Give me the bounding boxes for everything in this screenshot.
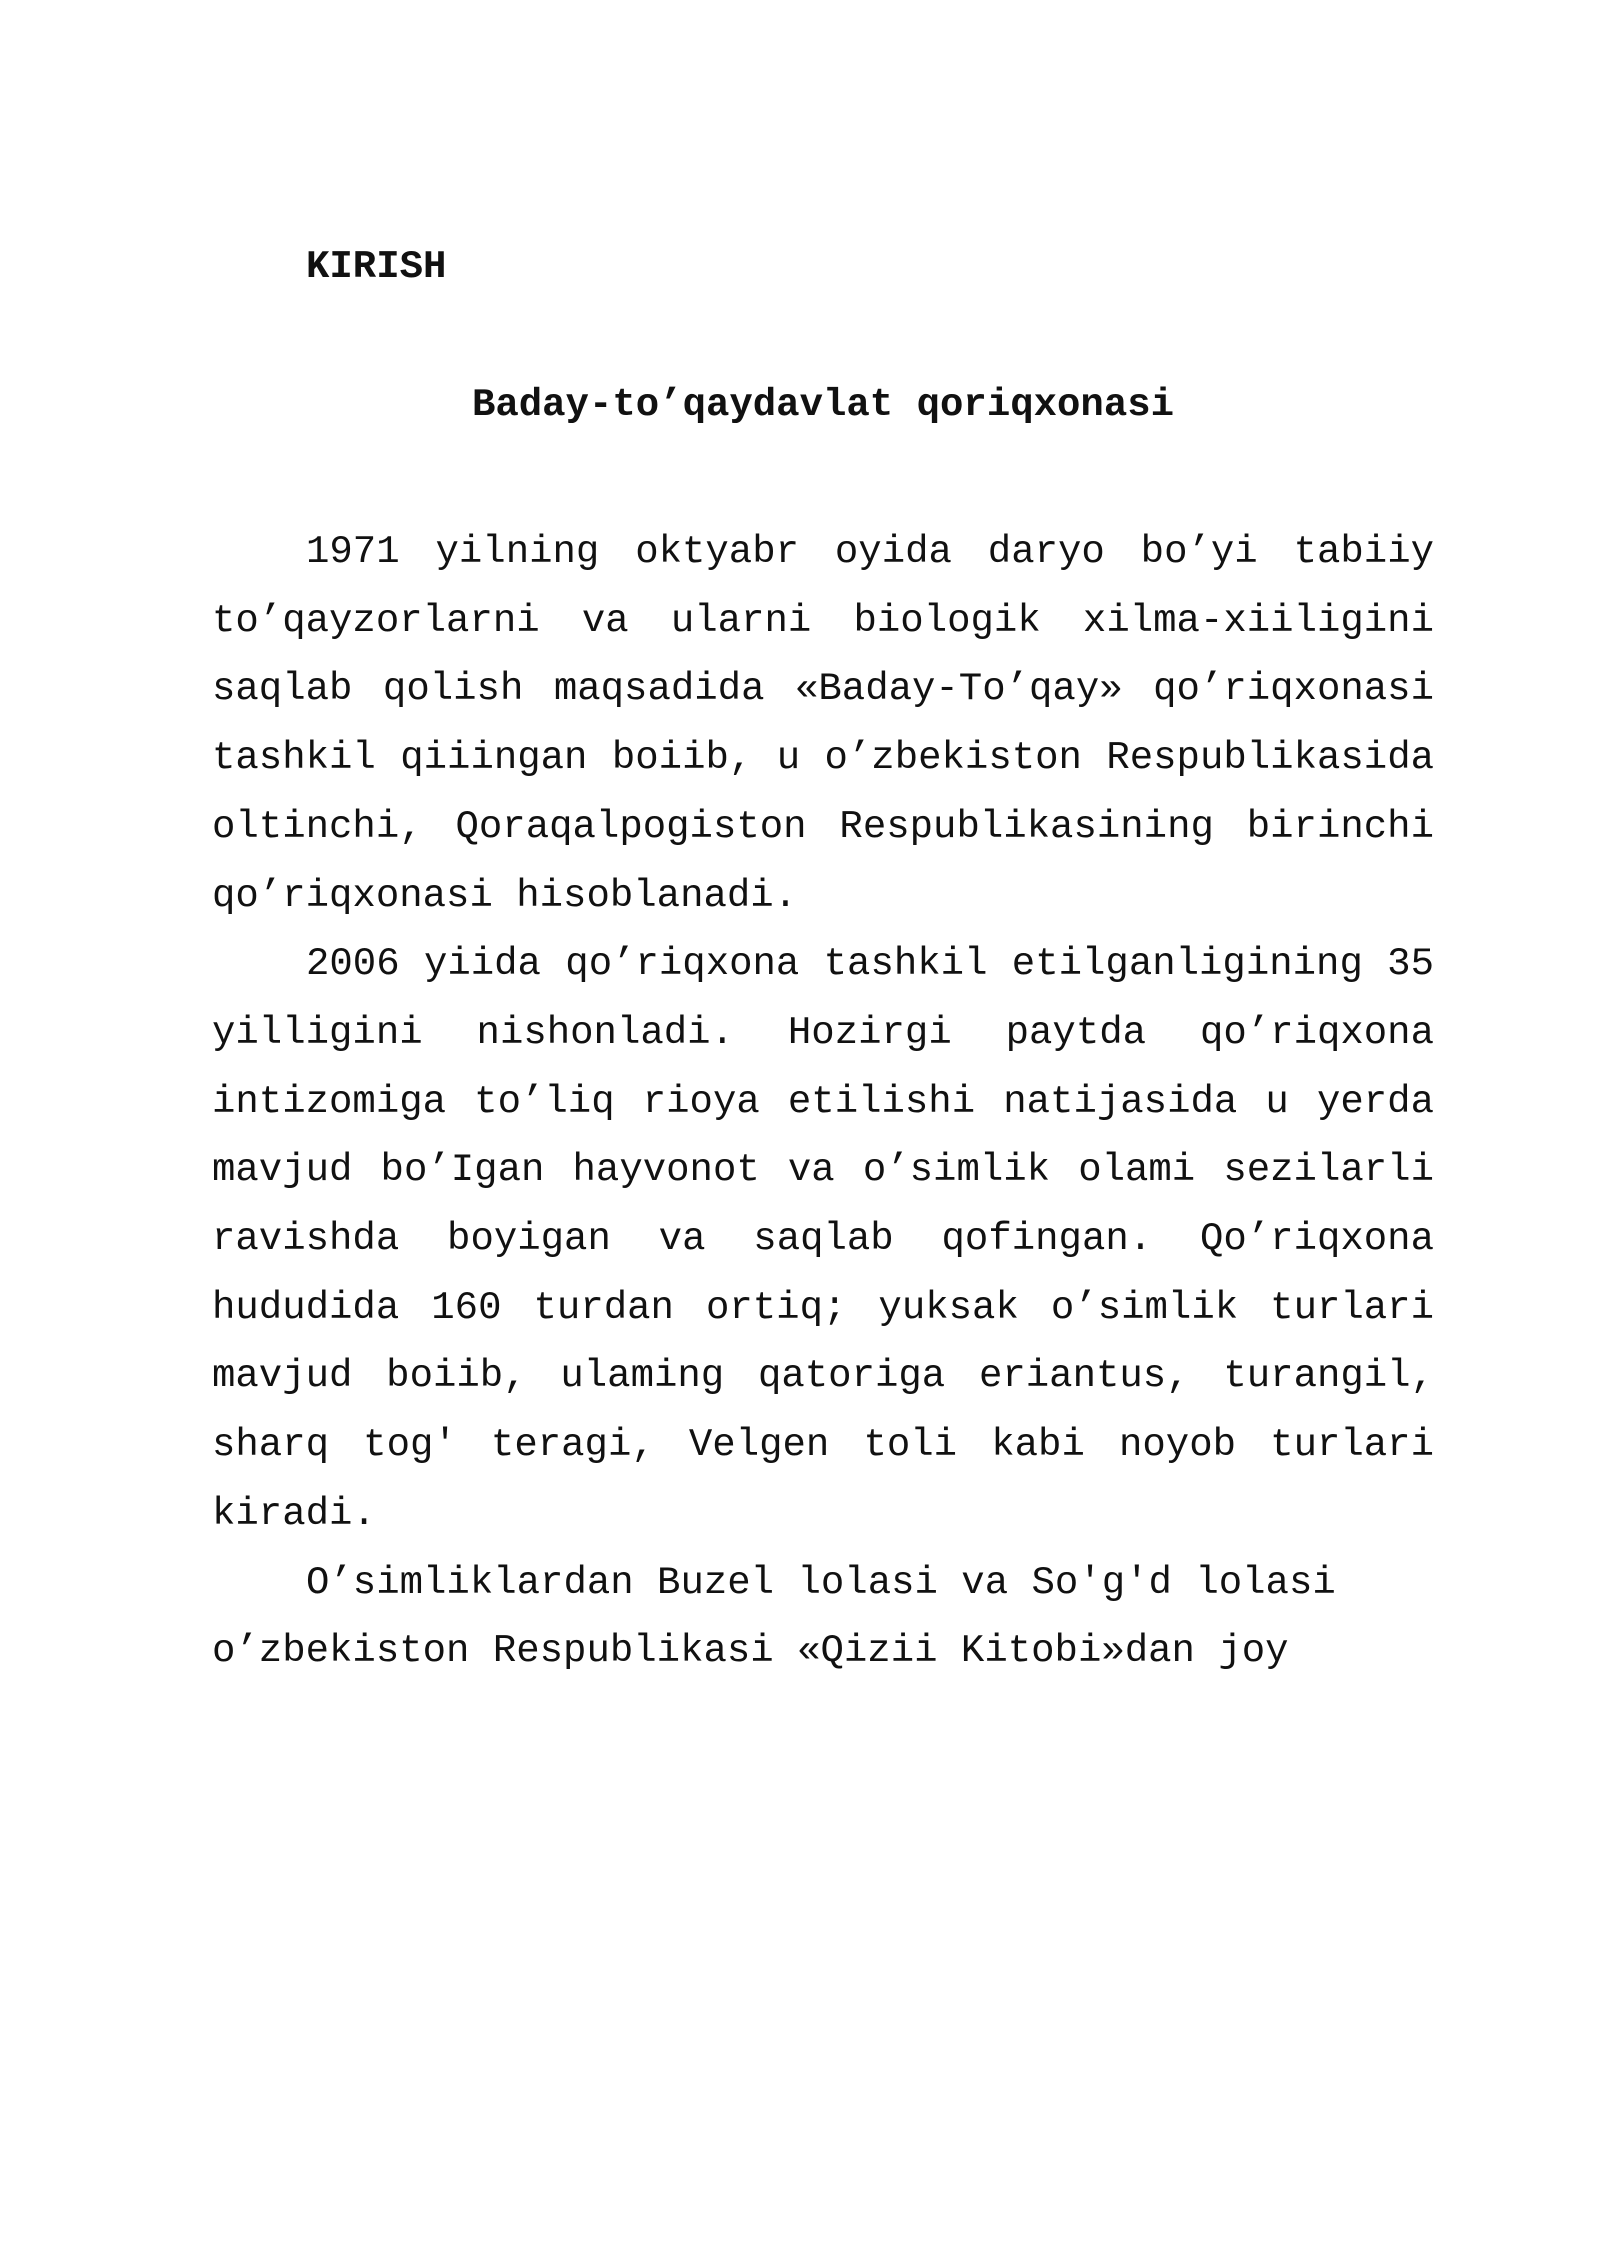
document-subtitle: Baday-to’qaydavlat qoriqxonasi (471, 383, 1175, 427)
body-text (212, 518, 1434, 1686)
paragraph: 1971 yilning oktyabr oyida daryo bo’yi tabiiy to’qayzorlarni va ularni biologik xilma-xiiligini saqlab qolish maqsadida «Baday-To’qay» qo’riqxonasi tashkil qiiingan boiib, u o’zbekiston Respublikasida oltinchi, Qoraqalpogiston Respublikasining birinchi qo’riqxonasi hisoblanadi. (212, 530, 1434, 918)
paragraph: 2006 yiida qo’riqxona tashkil etilganligining 35 yilligini nishonladi. Hozirgi paytda qo’riqxona intizomiga to’liq rioya etilishi natijasida u yerda mavjud bo’Igan hayvonot va o’simlik olami sezilarli ravishda boyigan va saqlab qofingan. Qo’riqxona hududida 160 turdan ortiq; yuksak o’simlik turlari mavjud boiib, ulaming qatoriga eriantus, turangil, sharq tog' teragi, Velgen toli kabi noyob turlari kiradi. (212, 942, 1434, 1536)
section-heading: KIRISH (306, 245, 447, 289)
paragraph: O’simliklardan Buzel lolasi va So'g'd lolasi o’zbekiston Respublikasi «Qizii Kitobi»dan joy (212, 1560, 1336, 1674)
